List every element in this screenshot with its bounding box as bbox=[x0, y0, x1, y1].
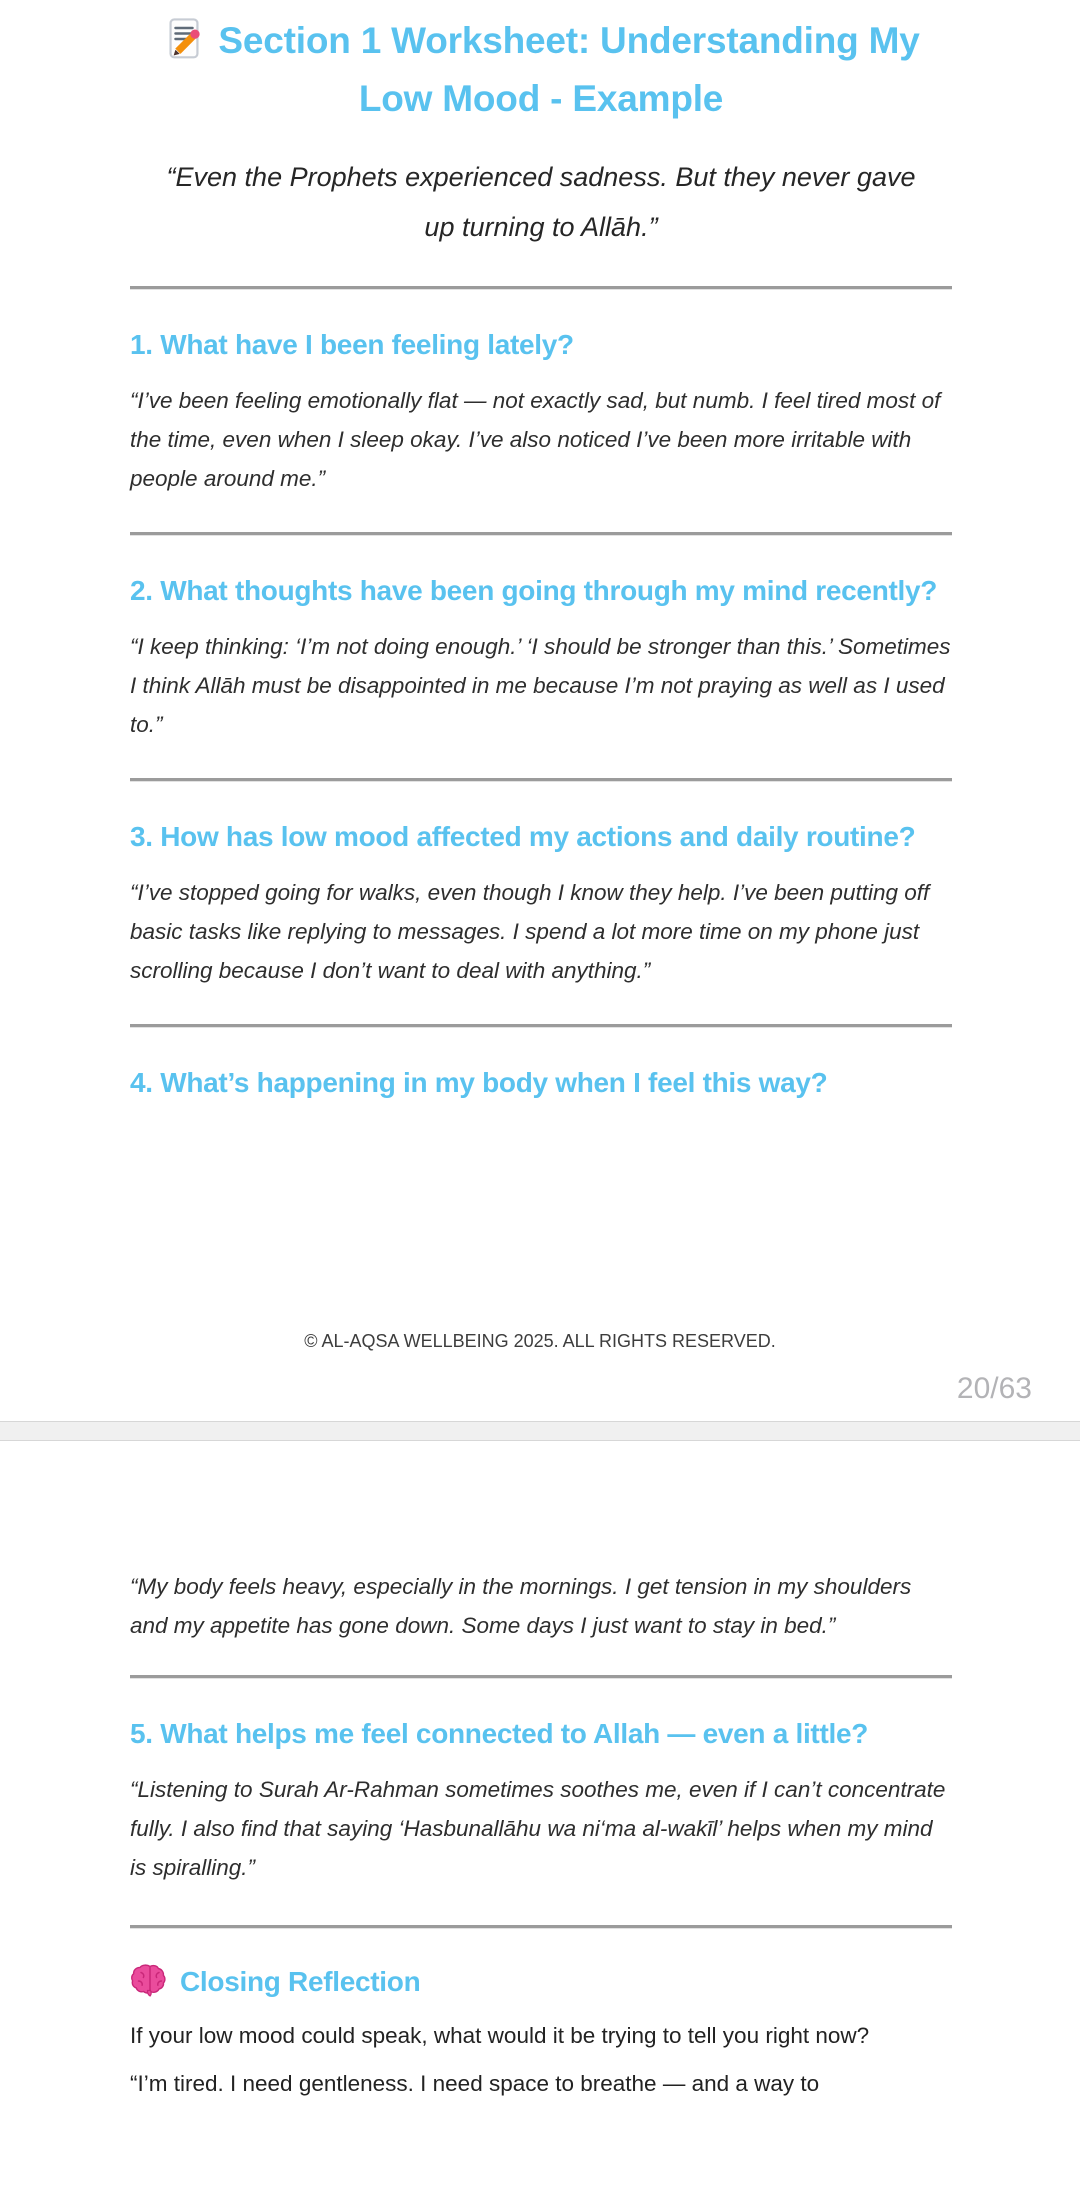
question-5-answer: “Listening to Surah Ar-Rahman sometimes soothes me, even if I can’t concentrate fully. I also find that saying ‘Hasbunallāhu wa ni‘ma al-wakīl’ helps when my mind is spiralling.” bbox=[130, 1777, 946, 1880]
closing-reflection-heading bbox=[130, 1959, 952, 2004]
question-3-heading: 3. How has low mood affected my actions and daily routine? bbox=[130, 821, 916, 852]
question-1-heading: 1. What have I been feeling lately? bbox=[130, 329, 574, 360]
question-2-heading: 2. What thoughts have been going through my mind recently? bbox=[130, 575, 938, 606]
intro-quote: “Even the Prophets experienced sadness. But they never gave up turning to Allāh.” bbox=[166, 162, 916, 242]
section-divider bbox=[130, 1024, 952, 1028]
question-3-answer: “I’ve stopped going for walks, even though I know they help. I’ve been putting off basic tasks like replying to messages. I spend a lot more time on my phone just scrolling because I don’t want to deal with anything.” bbox=[130, 880, 930, 983]
section-divider bbox=[130, 1925, 952, 1929]
question-5-heading: 5. What helps me feel connected to Allah — even a little? bbox=[130, 1718, 869, 1749]
closing-reflection-title: Closing Reflection bbox=[180, 1966, 421, 1997]
question-2-answer: “I keep thinking: ‘I’m not doing enough.’ ‘I should be stronger than this.’ Sometimes I think Allāh must be disappointed in me because I’m not praying as well as I used to.” bbox=[130, 634, 951, 737]
copyright-notice: © AL-AQSA WELLBEING 2025. ALL RIGHTS RESERVED. bbox=[304, 1331, 776, 1351]
brain-icon bbox=[130, 1964, 170, 1998]
memo-icon bbox=[162, 17, 206, 61]
page-separator bbox=[0, 1421, 1080, 1441]
closing-answer: “I’m tired. I need gentleness. I need space to breathe — and a way to bbox=[130, 2071, 820, 2096]
page-title-text: Section 1 Worksheet: Understanding My Low Mood - Example bbox=[218, 20, 920, 119]
closing-question: If your low mood could speak, what would it be trying to tell you right now? bbox=[130, 2023, 870, 2048]
page-indicator: 20/63 bbox=[956, 1372, 1032, 1405]
section-divider bbox=[130, 286, 952, 290]
question-4-answer: “My body feels heavy, especially in the mornings. I get tension in my shoulders and my appetite has gone down. Some days I just want to stay in bed.” bbox=[130, 1574, 912, 1638]
document-page-2 bbox=[0, 1441, 1080, 2187]
page-footer bbox=[0, 1329, 1080, 1407]
question-1-answer: “I’ve been feeling emotionally flat — not exactly sad, but numb. I feel tired most of the time, even when I sleep okay. I’ve also noticed I’ve been more irritable with people around me.” bbox=[130, 388, 941, 491]
section-divider bbox=[130, 532, 952, 536]
question-4-heading: 4. What’s happening in my body when I feel this way? bbox=[130, 1067, 828, 1098]
page-title bbox=[130, 12, 952, 128]
section-divider bbox=[130, 778, 952, 782]
section-divider bbox=[130, 1675, 952, 1679]
